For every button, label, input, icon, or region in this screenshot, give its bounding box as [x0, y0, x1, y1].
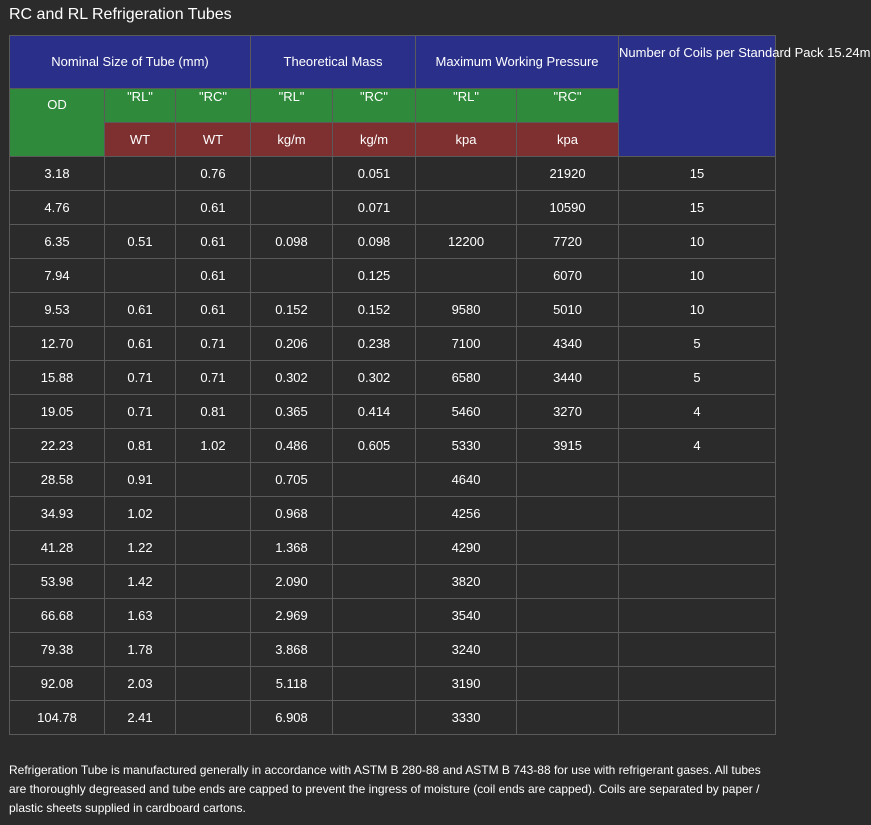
cell-coils: [619, 633, 776, 667]
cell-rl-pressure: 12200: [416, 225, 517, 259]
cell-rc-pressure: [517, 633, 619, 667]
header-wt-rl: WT: [105, 123, 176, 157]
header-wt-rc: WT: [176, 123, 251, 157]
cell-rl-mass: 1.368: [251, 531, 333, 565]
table-row: [10, 531, 776, 565]
cell-rl-mass: 0.486: [251, 429, 333, 463]
cell-od: 53.98: [10, 565, 105, 599]
cell-rl-wt: 0.61: [105, 327, 176, 361]
cell-coils: [619, 497, 776, 531]
cell-rl-mass: 3.868: [251, 633, 333, 667]
cell-rc-wt: [176, 633, 251, 667]
cell-od: 79.38: [10, 633, 105, 667]
table-row: [10, 395, 776, 429]
footnote: Refrigeration Tube is manufactured generally in accordance with ASTM B 280-88 and ASTM B 743-88 for use with refrigerant gases. All tubes are thoroughly degreased and tube ends are capped to prevent the ingress of moisture (coil ends are capped). Coils are separated by paper / plastic sheets supplied in cardboard cartons.: [9, 763, 761, 815]
cell-rl-mass: [251, 259, 333, 293]
cell-rc-pressure: [517, 599, 619, 633]
cell-rl-mass: 0.152: [251, 293, 333, 327]
header-od: OD: [10, 89, 105, 157]
table-row: [10, 225, 776, 259]
cell-rl-wt: 1.02: [105, 497, 176, 531]
cell-rl-pressure: 9580: [416, 293, 517, 327]
cell-rl-pressure: 5330: [416, 429, 517, 463]
cell-rc-wt: 1.02: [176, 429, 251, 463]
cell-rc-pressure: [517, 531, 619, 565]
table-row: [10, 701, 776, 735]
cell-rc-mass: 0.125: [333, 259, 416, 293]
cell-coils: 10: [619, 259, 776, 293]
cell-od: 12.70: [10, 327, 105, 361]
cell-rl-mass: [251, 191, 333, 225]
cell-od: 19.05: [10, 395, 105, 429]
cell-coils: 10: [619, 225, 776, 259]
cell-od: 15.88: [10, 361, 105, 395]
cell-rc-mass: [333, 701, 416, 735]
cell-od: 7.94: [10, 259, 105, 293]
cell-rl-wt: 2.03: [105, 667, 176, 701]
cell-rc-pressure: 7720: [517, 225, 619, 259]
cell-rc-wt: 0.61: [176, 293, 251, 327]
cell-od: 92.08: [10, 667, 105, 701]
cell-rl-pressure: 4640: [416, 463, 517, 497]
cell-rc-wt: [176, 599, 251, 633]
cell-rl-pressure: [416, 157, 517, 191]
header-kpa-rc: kpa: [517, 123, 619, 157]
cell-rl-mass: [251, 157, 333, 191]
header-rc-pressure: "RC": [517, 89, 619, 123]
cell-rl-pressure: 5460: [416, 395, 517, 429]
cell-rl-pressure: 4290: [416, 531, 517, 565]
cell-rc-mass: [333, 633, 416, 667]
cell-coils: [619, 667, 776, 701]
cell-rc-mass: 0.098: [333, 225, 416, 259]
cell-rc-pressure: [517, 497, 619, 531]
cell-rl-wt: 0.71: [105, 395, 176, 429]
cell-rc-pressure: 6070: [517, 259, 619, 293]
cell-rl-pressure: 3240: [416, 633, 517, 667]
cell-rc-wt: [176, 701, 251, 735]
cell-rc-pressure: 3440: [517, 361, 619, 395]
cell-rl-wt: [105, 157, 176, 191]
cell-rl-wt: 0.71: [105, 361, 176, 395]
cell-rc-pressure: [517, 463, 619, 497]
cell-rc-mass: [333, 463, 416, 497]
cell-rl-mass: 0.206: [251, 327, 333, 361]
cell-rl-wt: 2.41: [105, 701, 176, 735]
cell-rc-wt: 0.61: [176, 191, 251, 225]
cell-rl-pressure: 6580: [416, 361, 517, 395]
refrigeration-tube-table: [9, 35, 871, 735]
cell-rl-wt: 1.63: [105, 599, 176, 633]
cell-rl-wt: [105, 259, 176, 293]
cell-rc-mass: 0.071: [333, 191, 416, 225]
cell-rc-pressure: 4340: [517, 327, 619, 361]
cell-rl-mass: 5.118: [251, 667, 333, 701]
cell-rc-wt: 0.76: [176, 157, 251, 191]
cell-rl-pressure: 4256: [416, 497, 517, 531]
cell-rc-pressure: 10590: [517, 191, 619, 225]
cell-rc-mass: 0.238: [333, 327, 416, 361]
cell-rl-pressure: 7100: [416, 327, 517, 361]
cell-rl-wt: 0.61: [105, 293, 176, 327]
cell-rc-pressure: [517, 667, 619, 701]
table-row: [10, 327, 776, 361]
header-kgm-rl: kg/m: [251, 123, 333, 157]
cell-coils: [619, 565, 776, 599]
cell-coils: 5: [619, 327, 776, 361]
header-max-pressure: Maximum Working Pressure: [416, 36, 619, 89]
cell-rl-wt: 1.42: [105, 565, 176, 599]
cell-rc-pressure: 5010: [517, 293, 619, 327]
cell-rl-pressure: 3190: [416, 667, 517, 701]
table-row: [10, 633, 776, 667]
cell-rc-wt: [176, 497, 251, 531]
cell-rc-mass: [333, 565, 416, 599]
cell-rc-wt: [176, 463, 251, 497]
cell-rc-wt: 0.61: [176, 225, 251, 259]
cell-rc-wt: 0.81: [176, 395, 251, 429]
cell-od: 22.23: [10, 429, 105, 463]
cell-coils: [619, 531, 776, 565]
cell-od: 6.35: [10, 225, 105, 259]
cell-rc-wt: [176, 531, 251, 565]
cell-rc-wt: 0.61: [176, 259, 251, 293]
cell-rc-wt: 0.71: [176, 361, 251, 395]
table-row: [10, 463, 776, 497]
page-title: RC and RL Refrigeration Tubes: [9, 6, 232, 23]
header-rc-size: "RC": [176, 89, 251, 123]
header-kgm-rc: kg/m: [333, 123, 416, 157]
cell-rc-pressure: [517, 565, 619, 599]
cell-od: 9.53: [10, 293, 105, 327]
cell-coils: [619, 463, 776, 497]
cell-od: 41.28: [10, 531, 105, 565]
cell-coils: 15: [619, 191, 776, 225]
cell-coils: 5: [619, 361, 776, 395]
cell-rl-wt: 1.78: [105, 633, 176, 667]
cell-coils: [619, 599, 776, 633]
cell-rl-mass: 2.090: [251, 565, 333, 599]
cell-rl-pressure: [416, 259, 517, 293]
cell-coils: [619, 701, 776, 735]
header-rl-size: "RL": [105, 89, 176, 123]
cell-coils: 4: [619, 429, 776, 463]
cell-rc-mass: 0.152: [333, 293, 416, 327]
cell-rl-mass: 6.908: [251, 701, 333, 735]
cell-rc-mass: 0.051: [333, 157, 416, 191]
cell-rc-mass: 0.302: [333, 361, 416, 395]
cell-rc-pressure: [517, 701, 619, 735]
header-kpa-rl: kpa: [416, 123, 517, 157]
table-row: [10, 157, 776, 191]
cell-coils: 4: [619, 395, 776, 429]
header-theoretical-mass: Theoretical Mass: [251, 36, 416, 89]
cell-rl-pressure: [416, 191, 517, 225]
table-row: [10, 191, 776, 225]
cell-coils: 15: [619, 157, 776, 191]
table-row: [10, 293, 776, 327]
cell-rc-mass: [333, 599, 416, 633]
cell-od: 4.76: [10, 191, 105, 225]
cell-rc-mass: [333, 497, 416, 531]
cell-rc-wt: [176, 565, 251, 599]
cell-rl-wt: 0.81: [105, 429, 176, 463]
table-row: [10, 497, 776, 531]
header-rc-mass: "RC": [333, 89, 416, 123]
cell-rc-pressure: 21920: [517, 157, 619, 191]
cell-rl-wt: 0.91: [105, 463, 176, 497]
cell-rl-wt: 0.51: [105, 225, 176, 259]
cell-rl-mass: 2.969: [251, 599, 333, 633]
cell-od: 3.18: [10, 157, 105, 191]
cell-rl-wt: [105, 191, 176, 225]
cell-od: 66.68: [10, 599, 105, 633]
cell-rl-pressure: 3540: [416, 599, 517, 633]
cell-rc-wt: [176, 667, 251, 701]
cell-rl-wt: 1.22: [105, 531, 176, 565]
cell-rc-pressure: 3270: [517, 395, 619, 429]
cell-od: 28.58: [10, 463, 105, 497]
table-row: [10, 667, 776, 701]
header-rl-mass: "RL": [251, 89, 333, 123]
cell-rc-mass: [333, 667, 416, 701]
table-row: [10, 565, 776, 599]
table-row: [10, 429, 776, 463]
cell-rl-mass: 0.365: [251, 395, 333, 429]
cell-rl-mass: 0.302: [251, 361, 333, 395]
cell-rc-wt: 0.71: [176, 327, 251, 361]
header-coils-per-pack: Number of Coils per Standard Pack 15.24m: [619, 36, 776, 157]
cell-od: 104.78: [10, 701, 105, 735]
cell-rl-pressure: 3820: [416, 565, 517, 599]
cell-rc-mass: 0.414: [333, 395, 416, 429]
cell-rc-mass: 0.605: [333, 429, 416, 463]
cell-rc-mass: [333, 531, 416, 565]
table-row: [10, 259, 776, 293]
table-row: [10, 599, 776, 633]
header-nominal-size: Nominal Size of Tube (mm): [10, 36, 251, 89]
cell-rl-mass: 0.705: [251, 463, 333, 497]
cell-rl-mass: 0.098: [251, 225, 333, 259]
table-row: [10, 361, 776, 395]
cell-rl-pressure: 3330: [416, 701, 517, 735]
cell-rl-mass: 0.968: [251, 497, 333, 531]
cell-rc-pressure: 3915: [517, 429, 619, 463]
table-body: [10, 157, 776, 735]
header-rl-pressure: "RL": [416, 89, 517, 123]
cell-od: 34.93: [10, 497, 105, 531]
cell-coils: 10: [619, 293, 776, 327]
